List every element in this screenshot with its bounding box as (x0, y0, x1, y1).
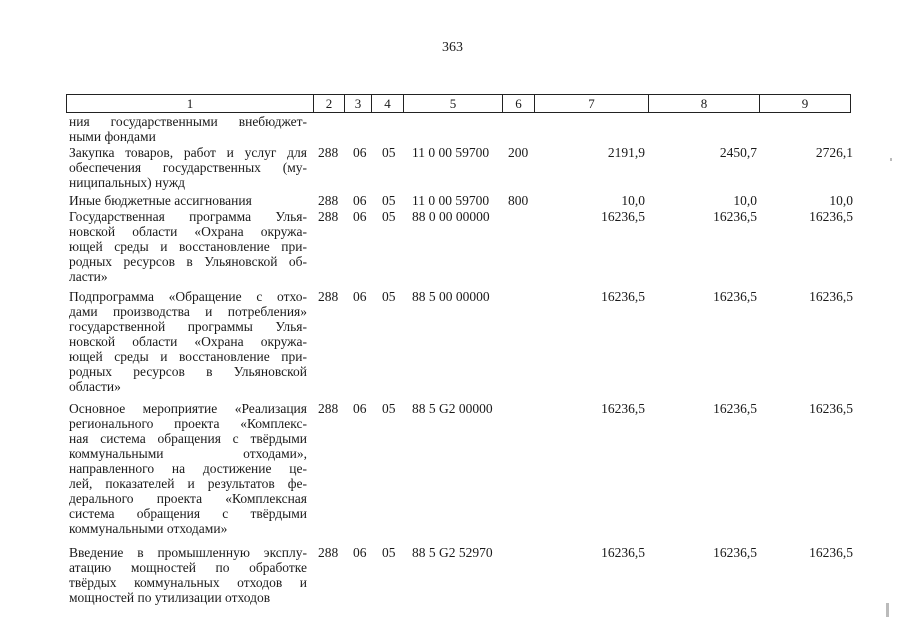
section-code: 06 (353, 209, 367, 224)
value-2021: 2191,9 (607, 145, 645, 160)
value-2023: 10,0 (829, 193, 853, 208)
expense-type-code: 800 (508, 193, 529, 208)
description-line: дами производства и потребления» (69, 304, 307, 319)
value-2023: 16236,5 (809, 401, 853, 416)
description-line: мощностей по утилизации отходов (69, 590, 271, 605)
row-description (69, 209, 307, 284)
description-line: ласти» (69, 269, 108, 284)
description-line: ная система обращения с твёрдыми (69, 431, 307, 446)
description-line: лей, показателей и результатов фе- (69, 476, 307, 491)
gr-code: 288 (318, 209, 339, 224)
expense-type-code: 200 (508, 145, 529, 160)
description-line: обеспечения государственных (му- (69, 160, 307, 175)
description-line: твёрдых коммунальных отходов и (69, 575, 307, 590)
section-code: 06 (353, 401, 367, 416)
gr-code: 288 (318, 289, 339, 304)
target-item-code: 11 0 00 59700 (412, 145, 490, 160)
subsection-code: 05 (382, 401, 396, 416)
value-2023: 16236,5 (809, 289, 853, 304)
value-2022: 10,0 (733, 193, 757, 208)
section-code: 06 (353, 193, 367, 208)
target-item-code: 88 5 G2 00000 (412, 401, 493, 416)
description-line: атацию мощностей по обработке (69, 560, 307, 575)
description-line: Основное мероприятие «Реализация (69, 401, 307, 416)
subsection-code: 05 (382, 193, 396, 208)
value-2023: 16236,5 (809, 209, 853, 224)
description-line: ниципальных) нужд (69, 175, 186, 190)
description-line: дерального проекта «Комплексная (69, 491, 307, 506)
value-2021: 16236,5 (601, 209, 645, 224)
subsection-code: 05 (382, 209, 396, 224)
description-line: коммунальными отходами», (69, 446, 307, 461)
description-line: государственной программы Улья- (69, 319, 307, 334)
value-2021: 16236,5 (601, 401, 645, 416)
description-line: Подпрограмма «Обращение с отхо- (69, 289, 307, 304)
gr-code: 288 (318, 193, 339, 208)
description-line: родных ресурсов в Ульяновской (69, 364, 307, 379)
row-description (69, 193, 307, 208)
row-description (69, 145, 307, 190)
header-col-8: 8 (648, 94, 760, 113)
description-line: Государственная программа Улья- (69, 209, 307, 224)
value-2023: 2726,1 (815, 145, 853, 160)
value-2021: 16236,5 (601, 545, 645, 560)
description-line: ющей среды и восстановление при- (69, 239, 307, 254)
description-line: регионального проекта «Комплекс- (69, 416, 307, 431)
description-line: коммунальными отходами» (69, 521, 228, 536)
header-col-7: 7 (534, 94, 649, 113)
section-code: 06 (353, 545, 367, 560)
header-col-6: 6 (502, 94, 535, 113)
value-2021: 16236,5 (601, 289, 645, 304)
description-line: направленного на достижение це- (69, 461, 307, 476)
subsection-code: 05 (382, 289, 396, 304)
description-line: области» (69, 379, 121, 394)
description-line: родных ресурсов в Ульяновской об- (69, 254, 307, 269)
page-number: 363 (442, 40, 463, 55)
description-line: Закупка товаров, работ и услуг для (69, 145, 307, 160)
header-col-9: 9 (759, 94, 851, 113)
gr-code: 288 (318, 545, 339, 560)
value-2022: 2450,7 (719, 145, 757, 160)
description-line: Иные бюджетные ассигнования (69, 193, 252, 208)
subsection-code: 05 (382, 545, 396, 560)
header-col-5: 5 (403, 94, 503, 113)
description-line: Введение в промышленную эксплу- (69, 545, 307, 560)
target-item-code: 11 0 00 59700 (412, 193, 490, 208)
section-code: 06 (353, 289, 367, 304)
value-2022: 16236,5 (713, 209, 757, 224)
gr-code: 288 (318, 401, 339, 416)
value-2022: 16236,5 (713, 401, 757, 416)
value-2021: 10,0 (621, 193, 645, 208)
value-2023: 16236,5 (809, 545, 853, 560)
header-col-4: 4 (371, 94, 404, 113)
row-description (69, 401, 307, 536)
row-description (69, 114, 307, 144)
description-line: ния государственными внебюджет- (69, 114, 307, 129)
scan-speck (886, 603, 889, 617)
description-line: ющей среды и восстановление при- (69, 349, 307, 364)
row-description (69, 289, 307, 394)
description-line: новской области «Охрана окружа- (69, 334, 307, 349)
description-line: система обращения с твёрдыми (69, 506, 307, 521)
header-col-1: 1 (66, 94, 314, 113)
subsection-code: 05 (382, 145, 396, 160)
value-2022: 16236,5 (713, 545, 757, 560)
description-line: новской области «Охрана окружа- (69, 224, 307, 239)
target-item-code: 88 5 00 00000 (412, 289, 490, 304)
row-description (69, 545, 307, 605)
header-col-2: 2 (313, 94, 345, 113)
value-2022: 16236,5 (713, 289, 757, 304)
description-line: ными фондами (69, 129, 156, 144)
header-col-3: 3 (344, 94, 372, 113)
section-code: 06 (353, 145, 367, 160)
target-item-code: 88 5 G2 52970 (412, 545, 493, 560)
gr-code: 288 (318, 145, 339, 160)
target-item-code: 88 0 00 00000 (412, 209, 490, 224)
scan-speck (890, 158, 892, 161)
